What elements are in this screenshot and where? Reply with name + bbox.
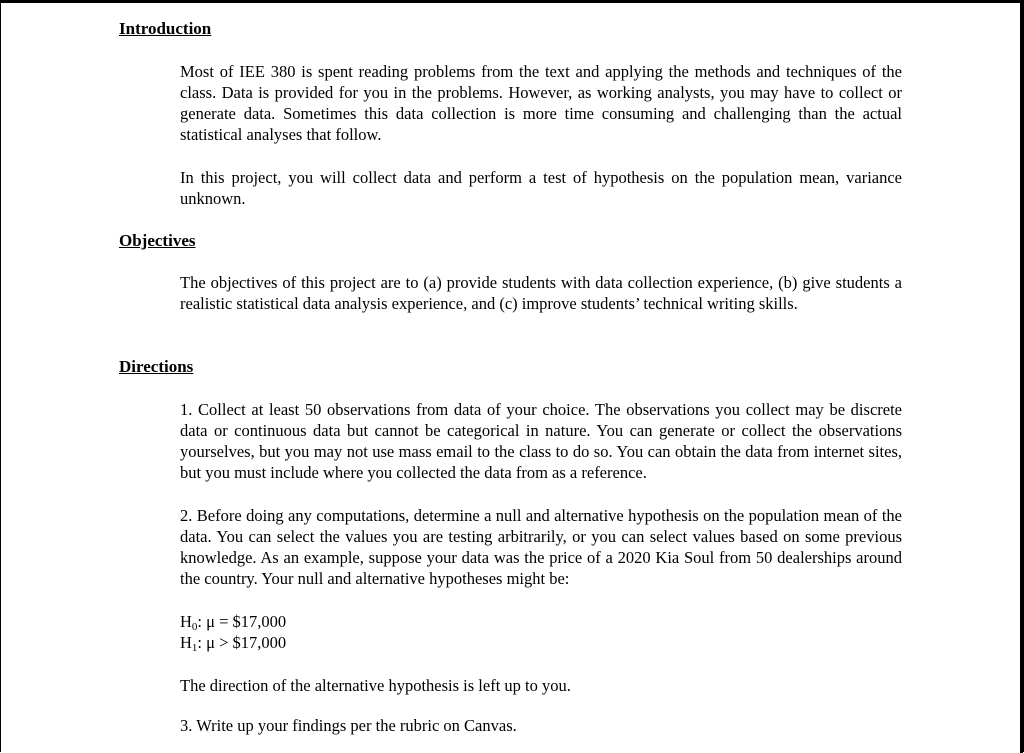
alternative-hypothesis-symbol: H [180, 633, 192, 652]
directions-item-1: 1. Collect at least 50 observations from data of your choice. The observations you collect may be discrete data or continuous data but cannot be categorical in nature. You can generate or collect the observations yourselves, but you may not use mass email to the class to do so. You can obtain the data from internet sites, but you must include where you collected the data from as a reference. [180, 400, 902, 482]
directions-item-2: 2. Before doing any computations, determine a null and alternative hypothesis on the population mean of the data. You can select the values you are testing arbitrarily, or you can select values based on some previous knowledge. As an example, suppose your data was the price of a 2020 Kia Soul from 50 dealerships around the country. Your null and alternative hypotheses might be: [180, 506, 902, 588]
null-hypothesis-symbol: H [180, 612, 192, 631]
null-hypothesis [180, 611, 286, 632]
alternative-hypothesis-subscript: 1 [191, 642, 198, 654]
null-hypothesis-statement: : μ = $17,000 [197, 612, 287, 631]
alternative-hypothesis-statement: : μ > $17,000 [197, 633, 287, 652]
introduction-paragraph-2: In this project, you will collect data and perform a test of hypothesis on the population mean, variance unknown. [180, 168, 902, 208]
introduction-heading: Introduction [119, 19, 212, 38]
alternative-hypothesis [180, 632, 286, 653]
objectives-paragraph: The objectives of this project are to (a) provide students with data collection experience, (b) give students a realistic statistical data analysis experience, and (c) improve students’ technical writing skills. [180, 273, 902, 313]
introduction-paragraph-1: Most of IEE 380 is spent reading problems from the text and applying the methods and techniques of the class. Data is provided for you in the problems. However, as working analysts, you may have to collect or generate data. Sometimes this data collection is more time consuming and challenging than the actual statistical analyses that follow. [180, 62, 902, 144]
page-right-border [1020, 1, 1023, 753]
page-top-border [1, 1, 1024, 3]
directions-item-3: 3. Write up your findings per the rubric on Canvas. [180, 716, 517, 735]
objectives-heading: Objectives [119, 231, 196, 250]
directions-heading: Directions [119, 357, 194, 376]
directions-note: The direction of the alternative hypothesis is left up to you. [180, 676, 571, 695]
null-hypothesis-subscript: 0 [191, 621, 198, 633]
